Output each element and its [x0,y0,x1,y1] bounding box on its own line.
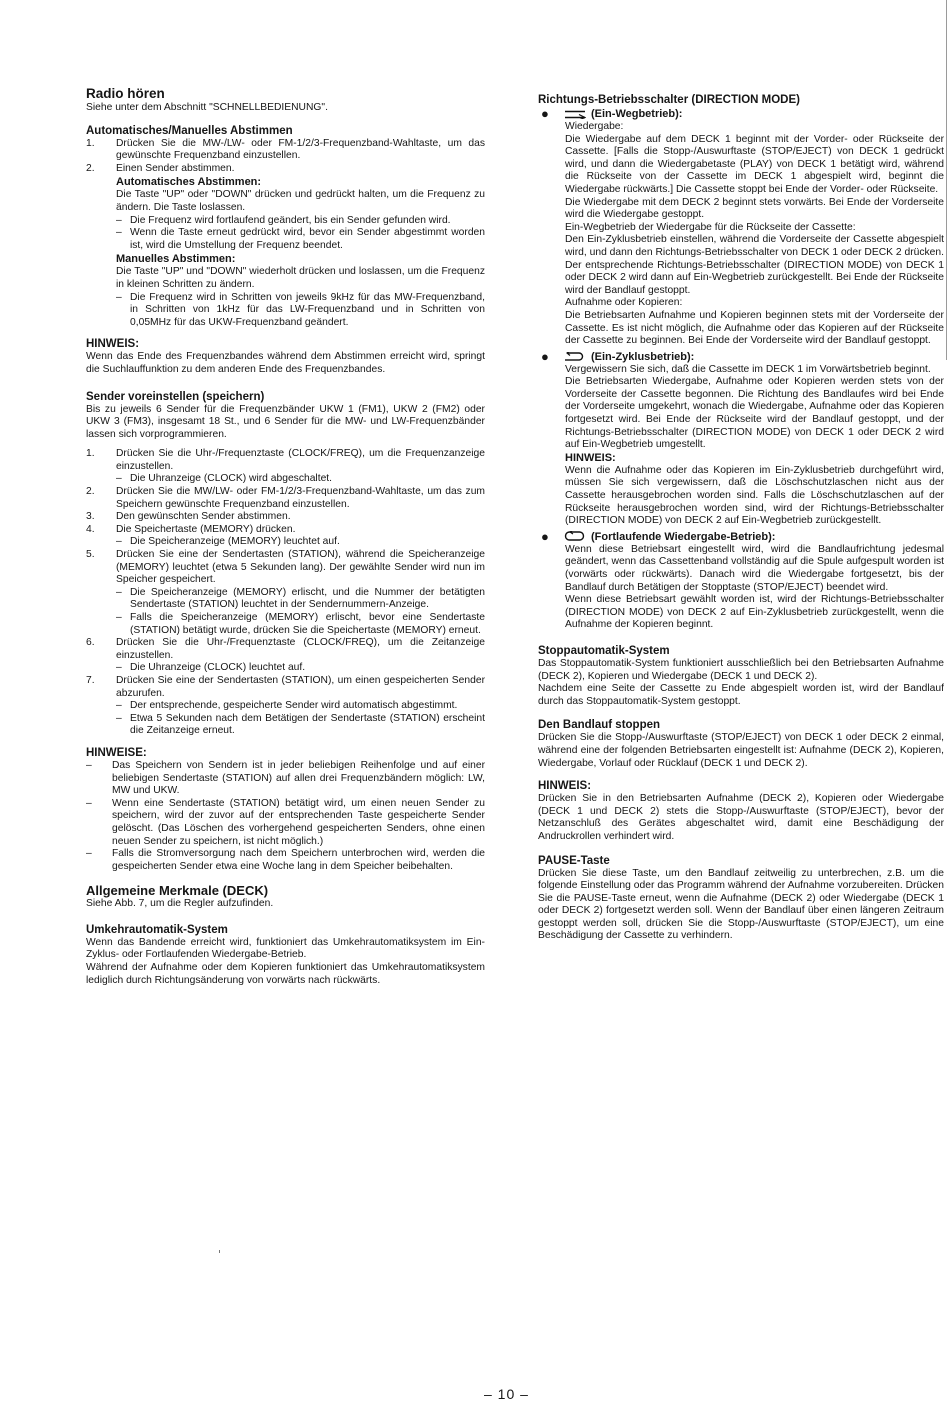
scan-mark [219,1250,220,1253]
continuous-text-2: Wenn diese Betriebsart gewählt worden ist, wird der Richtungs-Betriebsschalter (DIRECTION MODE) von DECK 2 auf Ein-Zyklusbetrieb zurückgestellt, wenn die Aufnahme der Kopieren beginnt. [565,594,944,631]
deck-heading: Allgemeine Merkmale (DECK) [86,883,269,899]
recording-text: Die Betriebsarten Aufnahme und Kopieren beginnen stets mit der Vorderseite der Cassette. Es ist nicht möglich, die Aufnahme oder das Kopieren auf der Rückseite der Cassette zu beginnen. Bei Ende der Vorderseite wird der Bandlauf gestoppt. [565,309,944,347]
one-cycle-text-1: Vergewissern Sie sich, daß die Cassette im DECK 1 im Vorwärtsbetrieb beginnt. [565,363,931,375]
preset-intro: Bis zu jeweils 6 Sender für die Frequenzbänder UKW 1 (FM1), UKW 2 (FM2) oder UKW 3 (FM3), insgesamt 18 St., und 6 Sender für die MW- und LW-Frequenzbänder lassen sich vorprogrammieren. [86,403,485,440]
manual-tuning-text: Die Taste "UP" und "DOWN" wiederholt drücken und loslassen, um die Frequenz in kleinen Schritten zu ändern. [116,266,485,290]
preset-step-5: 5. Drücken Sie eine der Sendertasten (STATION), während die Speicheranzeige (MEMORY) leuchtet (etwa 5 Sekunden lang). Der gewählte Sender wird nun im Speicher gespeichert. [86,549,485,586]
one-way-heading: ● (Ein-Wegbetrieb): [541,106,683,121]
stop-note-text: Drücken Sie in den Betriebsarten Aufnahme (DECK 2), Kopieren oder Wiedergabe (DECK 1 und DECK 2) stets die Stopp-/Auswurftaste (STOP/EJECT), bevor der Netzanschluß des Gerätes abgeschaltet wird, damit eine Beschädigung der Andruckrollen verhindert wird. [538,793,944,842]
direction-heading: Richtungs-Betriebsschalter (DIRECTION MODE) [538,94,800,106]
notes-heading: HINWEISE: [86,746,147,759]
autostop-text-2: Nachdem eine Seite der Cassette zu Ende abgespielt worden ist, wird der Bandlauf durch das Stoppautomatik-System gestoppt. [538,683,944,707]
stop-text: Drücken Sie die Stopp-/Auswurftaste (STOP/EJECT) von DECK 1 oder DECK 2 einmal, während eine der folgenden Betriebsarten eingestellt ist: Aufnahme (DECK 2), Kopieren, Wiedergabe, Vorlauf oder Rücklauf (DECK 1 und DECK 2). [538,732,944,769]
autostop-text-1: Das Stoppautomatik-System funktioniert ausschließlich bei den Betriebsarten Aufnahme (DECK 2), Kopieren und Wiedergabe (DECK 1 und DECK 2). [538,657,944,682]
stop-heading: Den Bandlauf stoppen [538,719,661,732]
one-cycle-note-heading: HINWEIS: [565,451,616,464]
note-text: Wenn das Ende des Frequenzbandes während dem Abstimmen erreicht wird, springt die Suchlauffunktion zu dem anderen Ende des Frequenzbandes. [86,351,485,375]
preset-step-4: 4. Die Speichertaste (MEMORY) drücken. [86,523,296,535]
preset-step-5-note-1: – Die Speicheranzeige (MEMORY) erlischt, und die Nummer der betätigten Sendertaste (STATION) leuchtet in der Sendernummern-Anzeige. [116,586,485,611]
one-cycle-text-2: Die Betriebsarten Wiedergabe, Aufnahme oder Kopieren werden stets von der Vorderseite der Cassette begonnen. Die Richtung des Bandlaufes wird bei Ende der Vorderseite umgekehrt, wonach die Wiedergabe, Aufnahme oder das Kopieren fortgesetzt wird. Bei Ende der Rückseite wird der Bandlauf gestoppt, und der Richtungs-Betriebsschalter (DIRECTION MODE) von DECK 1 oder DECK 2 wird auf Ein-Wegbetrieb umgestellt. [565,376,944,451]
preset-step-1-note: – Die Uhranzeige (CLOCK) wird abgeschaltet. [116,473,333,485]
auto-tuning-heading: Automatisches Abstimmen: [116,176,262,189]
preset-step-1: 1. Drücken Sie die Uhr-/Frequenztaste (CLOCK/FREQ), um die Frequenzanzeige einzustellen. [86,448,485,472]
recording-label: Aufnahme oder Kopieren: [565,297,683,309]
pause-heading: PAUSE-Taste [538,854,610,867]
auto-tuning-note-1: – Die Frequenz wird fortlaufend geändert, bis ein Sender gefunden wird. [116,214,451,226]
page-number: – 10 – [484,1386,529,1402]
deck-text: Siehe Abb. 7, um die Regler aufzufinden. [86,898,274,910]
one-way-text-2: Die Wiedergabe mit dem DECK 2 beginnt stets vorwärts. Bei Ende der Vorderseite wird die Wiedergabe gestoppt. [565,196,944,221]
continuous-heading: ● (Fortlaufende Wiedergabe-Betrieb): [541,528,776,544]
preset-step-6-note: – Die Uhranzeige (CLOCK) leuchtet auf. [116,662,306,674]
tuning-step-1: 1. Drücken Sie die MW-/LW- oder FM-1/2/3-Frequenzband-Wahltaste, um das gewünschte Frequenzband einzustellen. [86,137,485,162]
continuous-icon [564,531,586,542]
notes-item-1: – Das Speichern von Sendern ist in jeder beliebigen Reihenfolge und auf einer beliebigen Sendertaste (STATION) auf allen drei Frequenzbändern möglich: LW, MW und UKW. [86,759,485,797]
autoreverse-text-1: Wenn das Bandende erreicht wird, funktioniert das Umkehrautomatiksystem im Ein-Zyklus- oder Fortlaufenden Wiedergabe-Betrieb. [86,936,485,961]
stop-note-heading: HINWEIS: [538,780,592,793]
tuning-step-2: 2. Einen Sender abstimmen. [86,162,235,174]
notes-item-3: – Falls die Stromversorgung nach dem Speichern unterbrochen wird, werden die gespeicherten Sender etwa eine Woche lang in dem Speicher beibehalten. [86,848,485,872]
pause-text: Drücken Sie diese Taste, um den Bandlauf zeitweilig zu unterbrechen, z.B. um die folgende Einstellung oder das Programm während der Aufnahme vorzubereiten. Drücken Sie die PAUSE-Taste erneut, wenn die Aufnahme (DECK 2) oder Wiedergabe (DECK 1 oder DECK 2) fortgesetzt werden soll. Wenn der Bandlauf über einen längeren Zeitraum gestoppt werden soll, drücken Sie die Stopp-/Auswurftaste (STOP/EJECT), um eine Beschädigung der Cassette zu verhindern. [538,867,944,942]
preset-step-3: 3. Den gewünschten Sender abstimmen. [86,511,291,523]
preset-step-6: 6. Drücken Sie die Uhr-/Frequenztaste (CLOCK/FREQ), um die Zeitanzeige einzustellen. [86,637,485,661]
one-cycle-heading: ● (Ein-Zyklusbetrieb): [541,348,695,364]
preset-step-7-note-1: – Der entsprechende, gespeicherte Sender wird automatisch abgestimmt. [116,700,458,712]
manual-tuning-note-1: – Die Frequenz wird in Schritten von jeweils 9kHz für das MW-Frequenzband, in Schritten von 1kHz für das LW-Frequenzband und in Schritten von 0,05MHz für das UKW-Frequenzband geändert. [116,291,485,328]
preset-step-7: 7. Drücken Sie eine der Sendertasten (STATION), um einen gespeicherten Sender abzurufen. [86,674,485,699]
right-column [538,93,944,943]
radio-heading: Radio hören [86,86,165,101]
note-heading: HINWEIS: [86,338,140,351]
autoreverse-heading: Umkehrautomatik-System [86,923,228,936]
autostop-heading: Stoppautomatik-System [538,644,670,657]
one-way-text-3: Den Ein-Zyklusbetrieb einstellen, während die Vorderseite der Cassette abgespielt wird, und dann den Richtungs-Betriebsschalter von DECK 1 oder DECK 2 drücken. Der entsprechende Richtungs-Betriebsschalter (DIRECTION MODE) von DECK 1 oder DECK 2 wird dann auf Ein-Wegbetrieb zurückgestellt. Bei Ende der Rückseite wird der Bandlauf gestoppt. [565,234,944,296]
radio-text: Siehe unter dem Abschnitt "SCHNELLBEDIENUNG". [86,102,328,113]
preset-heading: Sender voreinstellen (speichern) [86,390,265,403]
scan-edge-line [946,0,947,360]
auto-tuning-text: Die Taste "UP" oder "DOWN" drücken und gedrückt halten, um die Frequenz zu ändern. Die Taste loslassen. [116,189,485,213]
auto-tuning-note-2: – Wenn die Taste erneut gedrückt wird, bevor ein Sender abgestimmt worden ist, wird die Umstellung der Frequenz beendet. [116,227,485,251]
one-way-rear-label: Ein-Wegbetrieb der Wiedergabe für die Rückseite der Cassette: [565,221,856,233]
tuning-heading: Automatisches/Manuelles Abstimmen [86,124,293,137]
one-cycle-note-text: Wenn die Aufnahme oder das Kopieren im Ein-Zyklusbetrieb durchgeführt wird, müssen Sie sich vergewissern, daß die Löschschutzlaschen nicht aus der Cassette herausgebrochen worden sind. Falls die Löschschutzlaschen auf der Rückseite herausgebrochen worden sind, wird der Richtungs-Betriebsschalter (DIRECTION MODE) von DECK 2 auf Ein-Wegbetrieb zurückgestellt. [565,464,944,527]
left-column [86,86,485,987]
preset-step-5-note-2: – Falls die Speicheranzeige (MEMORY) erlischt, bevor eine Sendertaste (STATION) betätigt wurde, drücken Sie die Speichertaste (MEMORY) erneut. [116,612,485,636]
preset-step-7-note-2: – Etwa 5 Sekunden nach dem Betätigen der Sendertaste (STATION) erscheint die Zeitanzeige erneut. [116,712,485,737]
notes-item-2: – Wenn eine Sendertaste (STATION) betätigt wird, um einen neuen Sender zu speichern, wird der zuvor auf der entsprechenden Taste gespeicherte Sender gelöscht. (Das Löschen des vorhergehend gespeicherten Senders, ohne einen neuen Sender zu speichern, ist nicht möglich.) [86,797,485,847]
autoreverse-text-2: Während der Aufnahme oder dem Kopieren funktioniert das Umkehrautomatiksystem lediglich durch Richtungsänderung von vorwärts nach rückwärts. [86,962,485,986]
one-way-icon [564,110,586,119]
continuous-text-1: Wenn diese Betriebsart eingestellt wird, wird die Bandlaufrichtung jedesmal geändert, wenn das Cassettenband vollständig auf die Spule aufgespult worden ist (vorwärts oder rückwärts). Danach wird die Wiedergabe fortgesetzt, bis der Bandlauf durch Betätigen der Stopptaste (STOP/EJECT) beendet wird. [565,543,944,593]
preset-step-4-note: – Die Speicheranzeige (MEMORY) leuchtet auf. [116,536,340,548]
playback-label: Wiedergabe: [565,121,624,132]
one-cycle-icon [564,352,586,362]
preset-step-2: 2. Drücken Sie die MW/LW- oder FM-1/2/3-Frequenzband-Wahltaste, um das zum Speichern gewünschte Frequenzband einzustellen. [86,486,485,510]
one-way-text-1: Die Wiedergabe auf dem DECK 1 beginnt mit der Vorder- oder Rückseite der Cassette. [Falls die Stopp-/Auswurftaste (STOP/EJECT) von DECK 1 gedrückt wird, und dann die Wiedergabetaste (PLAY) von DECK 1 betätigt wird, während die Rückseite von der Cassette im DECK 1 abgespielt wird, beginnt die Wiedergabe rückwärts.] Die Cassette stoppt bei Ende der Vorder- oder Rückseite. [565,133,944,195]
manual-tuning-heading: Manuelles Abstimmen: [116,253,236,266]
